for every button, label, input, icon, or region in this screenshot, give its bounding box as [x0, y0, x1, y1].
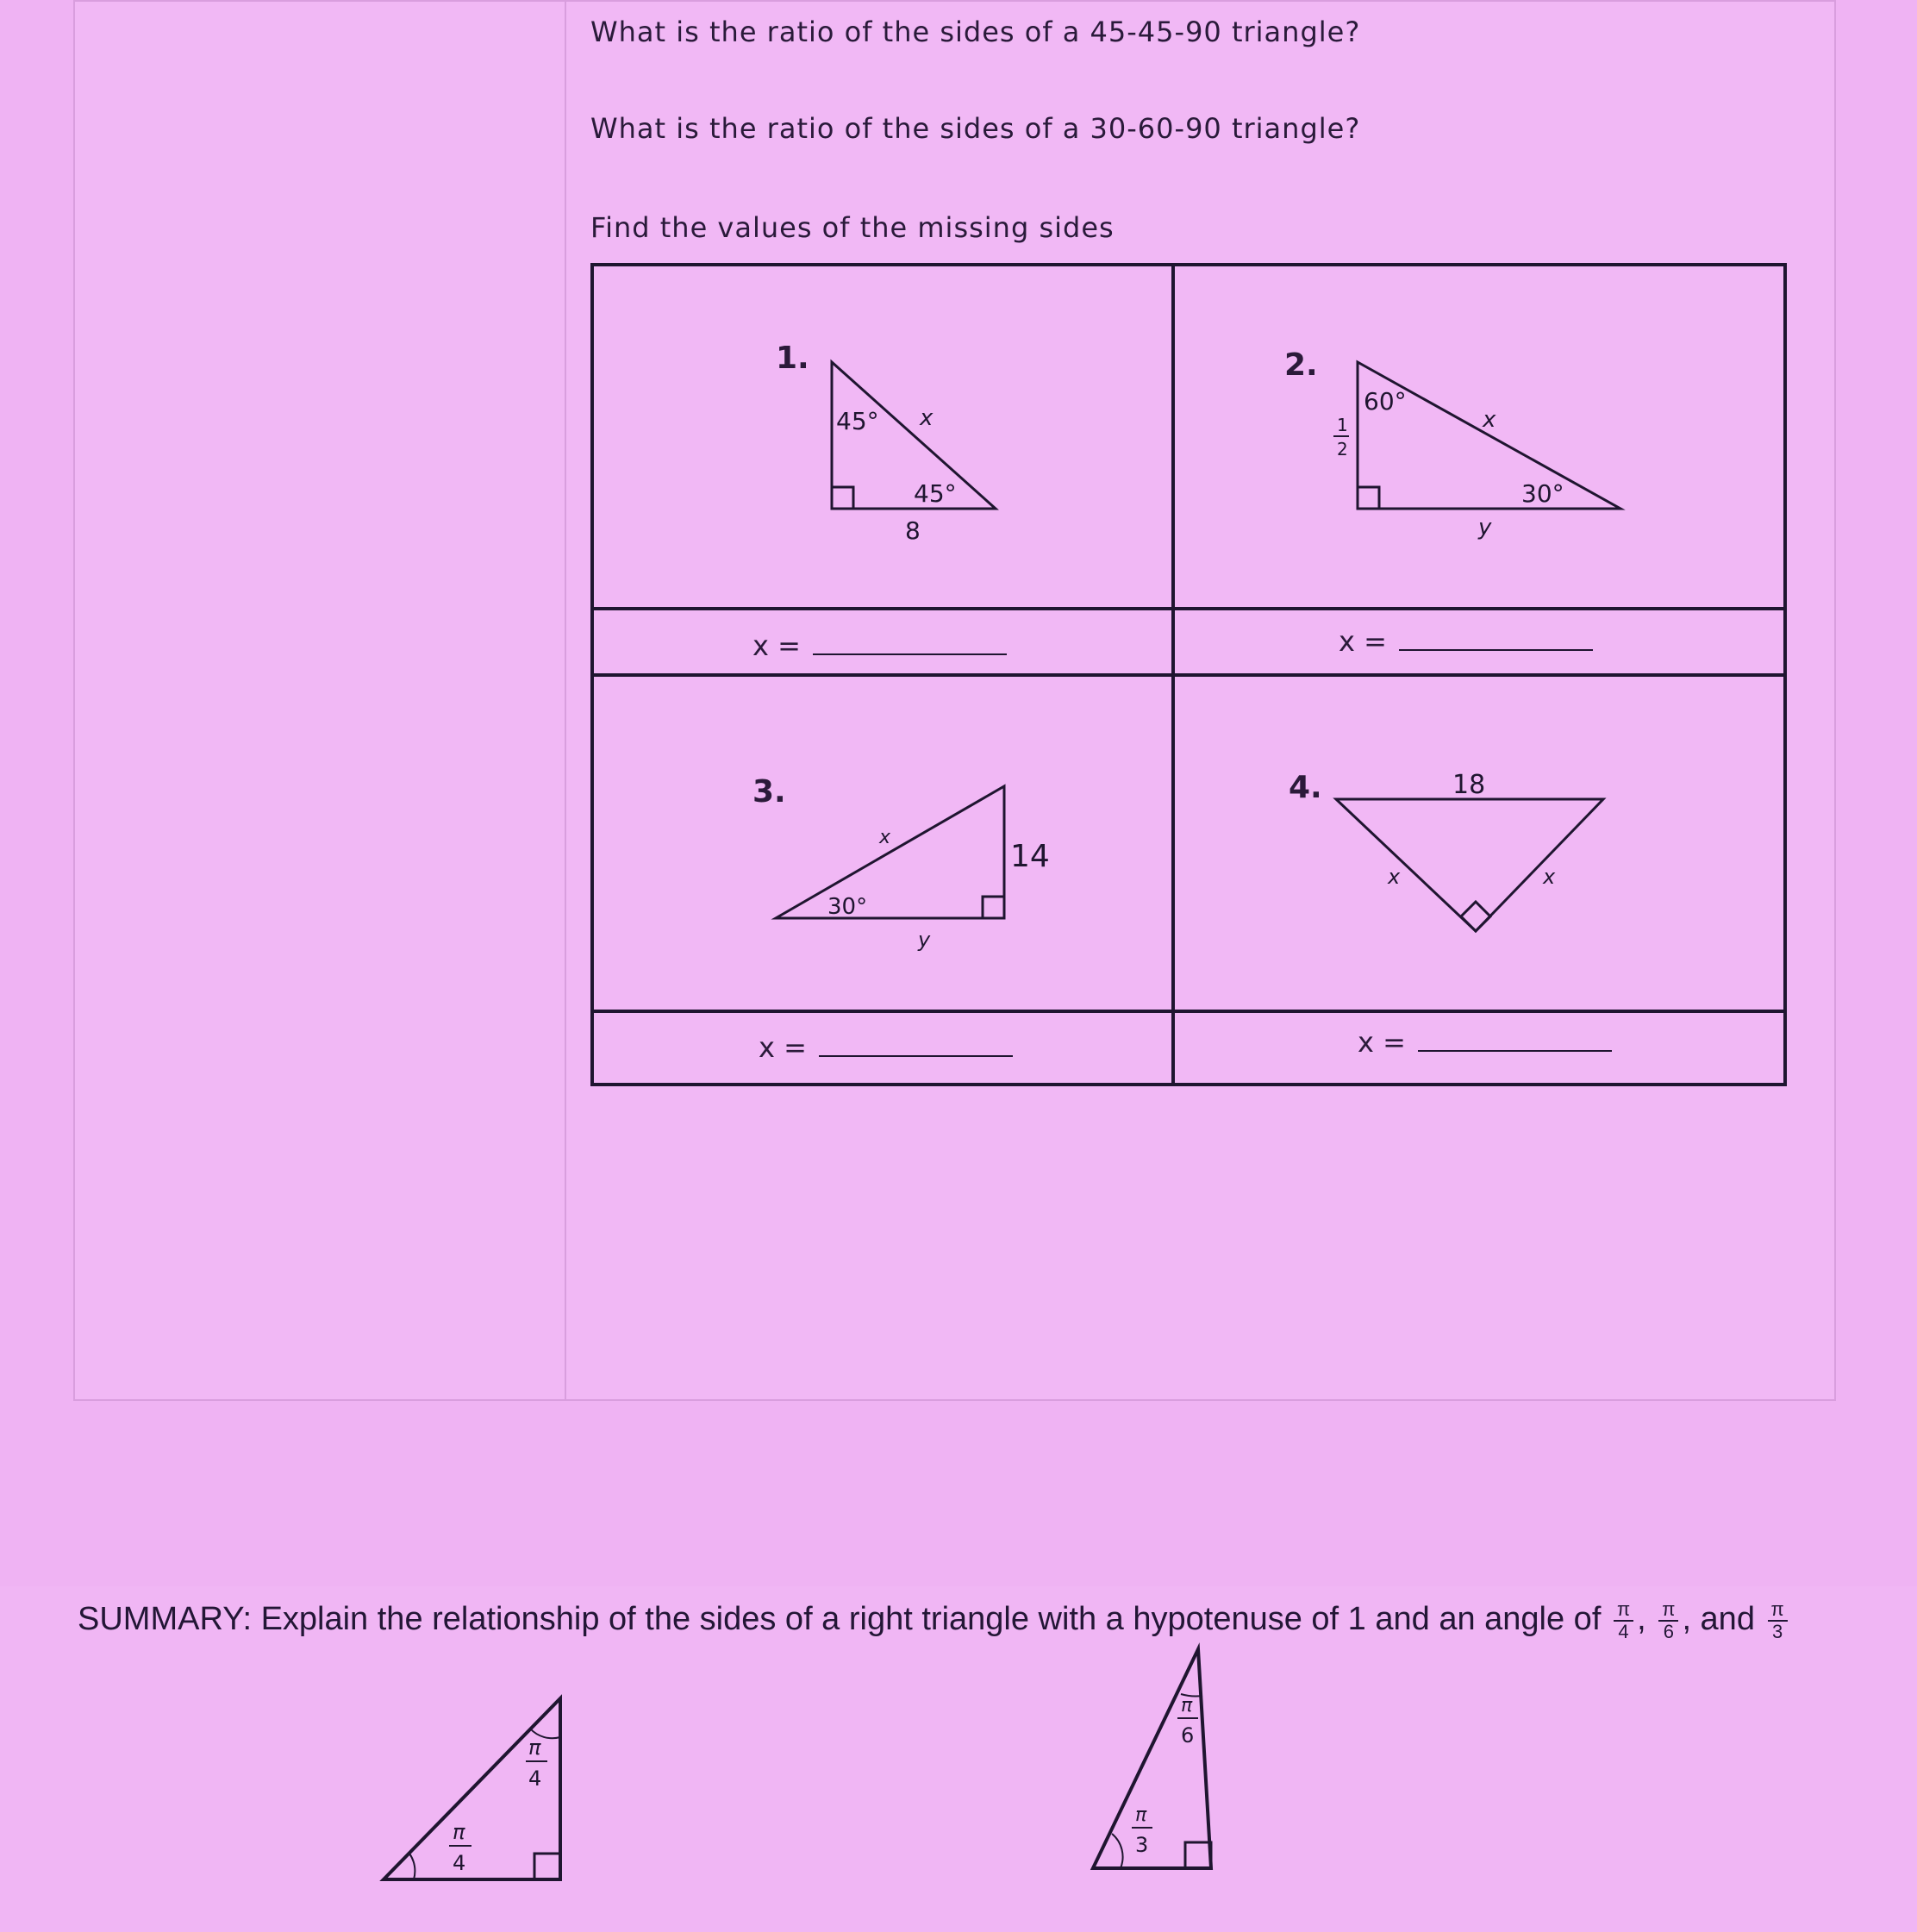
margin-line	[565, 2, 566, 1399]
fig-a-bottom-den: 4	[453, 1851, 466, 1875]
answer-blank[interactable]	[819, 1033, 1013, 1057]
problem-3-figure	[767, 776, 1060, 957]
p4-left-label: x	[1388, 865, 1401, 889]
fraction-pi-over-6: $\frac{\pi}{6}$	[1658, 1599, 1678, 1642]
p3-base-label: y	[918, 928, 931, 952]
p2-angle-right: 30°	[1521, 479, 1564, 508]
p2-angle-top: 60°	[1364, 387, 1407, 416]
fig-b-bottom-num: π	[1135, 1804, 1147, 1826]
p2-leg-num: 1	[1337, 415, 1348, 435]
question-30-60-90: What is the ratio of the sides of a 30-60-90 triangle?	[590, 112, 1361, 145]
p2-hyp-label: x	[1483, 407, 1496, 433]
answer-blank[interactable]	[1418, 1028, 1612, 1052]
p1-base-label: 8	[905, 516, 921, 545]
problem-1-answer[interactable]	[752, 629, 1007, 662]
fraction-pi-over-4: $\frac{\pi}{4}$	[1614, 1599, 1633, 1642]
p1-angle-right: 45°	[914, 479, 957, 508]
fig-a-top-den: 4	[528, 1766, 542, 1791]
answer-blank[interactable]	[1399, 627, 1593, 651]
fig-b-bottom-den: 3	[1135, 1833, 1149, 1857]
answer-label: x =	[1358, 1026, 1406, 1059]
problem-2-number: 2.	[1284, 347, 1318, 383]
answer-label: x =	[1339, 625, 1387, 658]
p4-right-label: x	[1543, 865, 1556, 889]
p3-angle: 30°	[827, 894, 868, 920]
problem-2-answer[interactable]	[1339, 625, 1593, 658]
p1-hyp-label: x	[920, 405, 934, 431]
problem-4-number: 4.	[1289, 770, 1322, 805]
summary-text: SUMMARY: Explain the relationship of the sides of a right triangle with a hypotenuse of 1 and an angle of	[78, 1601, 1602, 1638]
grid-divider-row1	[594, 607, 1783, 610]
p4-top-label: 18	[1452, 770, 1486, 800]
grid-divider-row2	[594, 673, 1783, 677]
problem-3-number: 3.	[752, 774, 786, 810]
fig-a-top-num: π	[528, 1735, 541, 1760]
problem-4-answer[interactable]	[1358, 1026, 1612, 1059]
question-45-45-90: What is the ratio of the sides of a 45-45-90 triangle?	[590, 16, 1361, 48]
p2-leg-den: 2	[1337, 439, 1348, 460]
fig-b-top-den: 6	[1181, 1723, 1195, 1748]
p2-base-label: y	[1478, 515, 1492, 541]
problem-1-number: 1.	[776, 341, 809, 376]
problem-2-figure	[1323, 345, 1633, 552]
answer-label: x =	[759, 1031, 807, 1064]
fig-a-bottom-num: π	[453, 1820, 465, 1844]
p3-side-label: 14	[1010, 839, 1050, 874]
answer-blank[interactable]	[813, 631, 1007, 655]
summary-figure-pi-over-4	[375, 1685, 573, 1884]
p1-angle-top: 45°	[836, 407, 879, 435]
fig-b-top-num: π	[1181, 1695, 1193, 1716]
summary-figure-pi-over-6	[1086, 1642, 1224, 1879]
summary-line: SUMMARY: Explain the relationship of the sides of a right triangle with a hypotenuse of 1 and an angle of $\frac{\pi}{4}$ , $\frac{\pi}{6}$ , and $\frac{\pi}{3}$	[78, 1599, 1791, 1642]
grid-divider-row3	[594, 1010, 1783, 1013]
problem-1-figure	[819, 345, 1017, 552]
fraction-pi-over-3: $\frac{\pi}{3}$	[1768, 1599, 1788, 1642]
p3-hyp-label: x	[879, 827, 891, 848]
answer-label: x =	[752, 629, 801, 662]
problem-3-answer[interactable]	[759, 1031, 1013, 1064]
instruction-text: Find the values of the missing sides	[590, 211, 1115, 244]
problem-4-figure	[1327, 763, 1629, 944]
